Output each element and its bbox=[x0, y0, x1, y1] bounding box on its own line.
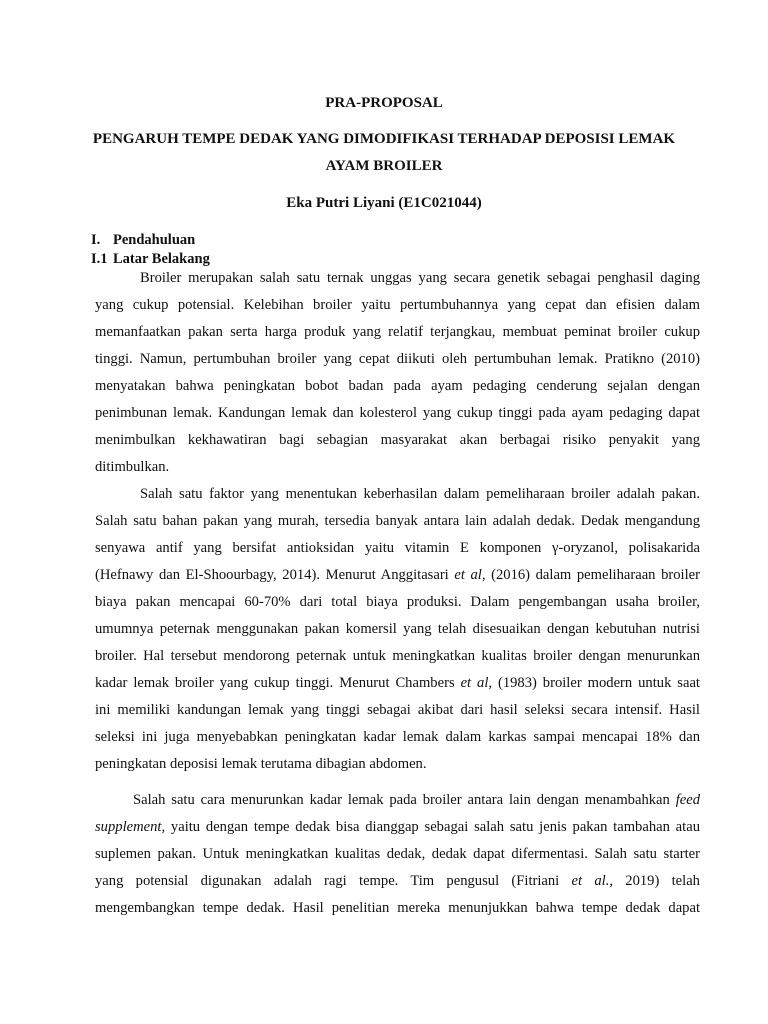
paragraph-1-line: Broiler merupakan salah satu ternak unggas yang secara genetik sebagai penghasil daging bbox=[140, 270, 700, 286]
paragraph-1-line: penimbunan lemak. Kandungan lemak dan kolesterol yang cukup tinggi pada ayam pedaging dapat bbox=[95, 405, 700, 421]
paragraph-3-line: mengembangkan tempe dedak. Hasil penelitian mereka menunjukkan bahwa tempe dedak dapat bbox=[95, 900, 700, 916]
paragraph-1-line: menyatakan bahwa peningkatan bobot badan pada ayam pedaging cenderung sejalan dengan bbox=[95, 378, 700, 394]
paragraph-2-line: broiler. Hal tersebut mendorong peternak untuk meningkatkan kualitas broiler dengan menurunkan bbox=[95, 648, 700, 664]
paragraph-2-line: senyawa antif yang bersifat antioksidan yaitu vitamin E komponen γ-oryzanol, polisakarida bbox=[95, 540, 700, 556]
paragraph-3-line: Salah satu cara menurunkan kadar lemak pada broiler antara lain dengan menambahkan feed bbox=[133, 792, 700, 808]
italic-et-al: et al, bbox=[454, 567, 486, 583]
paragraph-2-line: ini memiliki kandungan lemak yang tinggi sebagai akibat dari hasil seleksi secara intensif. Hasil bbox=[95, 702, 700, 718]
paragraph-2-line: (Hefnawy dan El-Shoourbagy, 2014). Menurut Anggitasari et al, (2016) dalam pemeliharaan broiler bbox=[95, 567, 700, 583]
subsection-title: Latar Belakang bbox=[113, 251, 210, 267]
author-line: Eka Putri Liyani (E1C021044) bbox=[286, 195, 482, 211]
italic-et-al: et al, bbox=[460, 675, 493, 691]
document-header: PRA-PROPOSAL bbox=[325, 95, 443, 111]
paragraph-2-line: kadar lemak broiler yang cukup tinggi. Menurut Chambers et al, (1983) broiler modern untuk saat bbox=[95, 675, 700, 691]
italic-supplement: supplement, bbox=[95, 819, 166, 835]
subsection-heading bbox=[91, 250, 210, 268]
paragraph-1-line: ditimbulkan. bbox=[95, 459, 170, 475]
paragraph-1-line: menimbulkan kekhawatiran bagi sebagian masyarakat akan berbagai risiko penyakit yang bbox=[95, 432, 700, 448]
paragraph-2-line: seleksi ini juga menyebabkan peningkatan kadar lemak dalam karkas sampai mencapai 18% dan bbox=[95, 729, 700, 745]
italic-feed: feed bbox=[675, 792, 700, 808]
section-number: I. bbox=[91, 232, 101, 248]
paragraph-1-line: yang cukup potensial. Kelebihan broiler yaitu pertumbuhannya yang cepat dan efisien dalam bbox=[95, 297, 700, 313]
paragraph-3-line: yang potensial digunakan adalah ragi tempe. Tim pengusul (Fitriani et al., 2019) telah bbox=[95, 873, 700, 889]
section-heading bbox=[91, 231, 195, 249]
paragraph-1-line: tinggi. Namun, pertumbuhan broiler yang cepat diikuti oleh pertumbuhan lemak. Pratikno (2010) bbox=[95, 351, 700, 367]
italic-et-al: et al., bbox=[571, 873, 613, 889]
paragraph-2-line: peningkatan deposisi lemak terutama dibagian abdomen. bbox=[95, 756, 427, 772]
subsection-number: I.1 bbox=[91, 251, 108, 267]
paragraph-2-line: umumnya peternak menggunakan pakan komersil yang telah disesuaikan dengan kebutuhan nutrisi bbox=[95, 621, 700, 637]
section-title: Pendahuluan bbox=[113, 232, 196, 248]
paragraph-3-line: suplemen pakan. Untuk meningkatkan kualitas dedak, dedak dapat difermentasi. Salah satu starter bbox=[95, 846, 700, 862]
paragraph-3-line: supplement, yaitu dengan tempe dedak bisa dianggap sebagai salah satu jenis pakan tambahan atau bbox=[95, 819, 700, 835]
title-line-2: AYAM BROILER bbox=[325, 158, 443, 174]
paragraph-2-line: Salah satu faktor yang menentukan keberhasilan dalam pemeliharaan broiler adalah pakan. bbox=[140, 486, 700, 502]
paragraph-1-line: memanfaatkan pakan serta harga produk yang relatif terjangkau, membuat peminat broiler cukup bbox=[95, 324, 700, 340]
paragraph-2-line: biaya pakan mencapai 60-70% dari total biaya produksi. Dalam pengembangan usaha broiler, bbox=[95, 594, 700, 610]
paragraph-2-line: Salah satu bahan pakan yang murah, tersedia banyak antara lain adalah dedak. Dedak mengandung bbox=[95, 513, 700, 529]
title-line-1: PENGARUH TEMPE DEDAK YANG DIMODIFIKASI TERHADAP DEPOSISI LEMAK bbox=[92, 131, 676, 147]
